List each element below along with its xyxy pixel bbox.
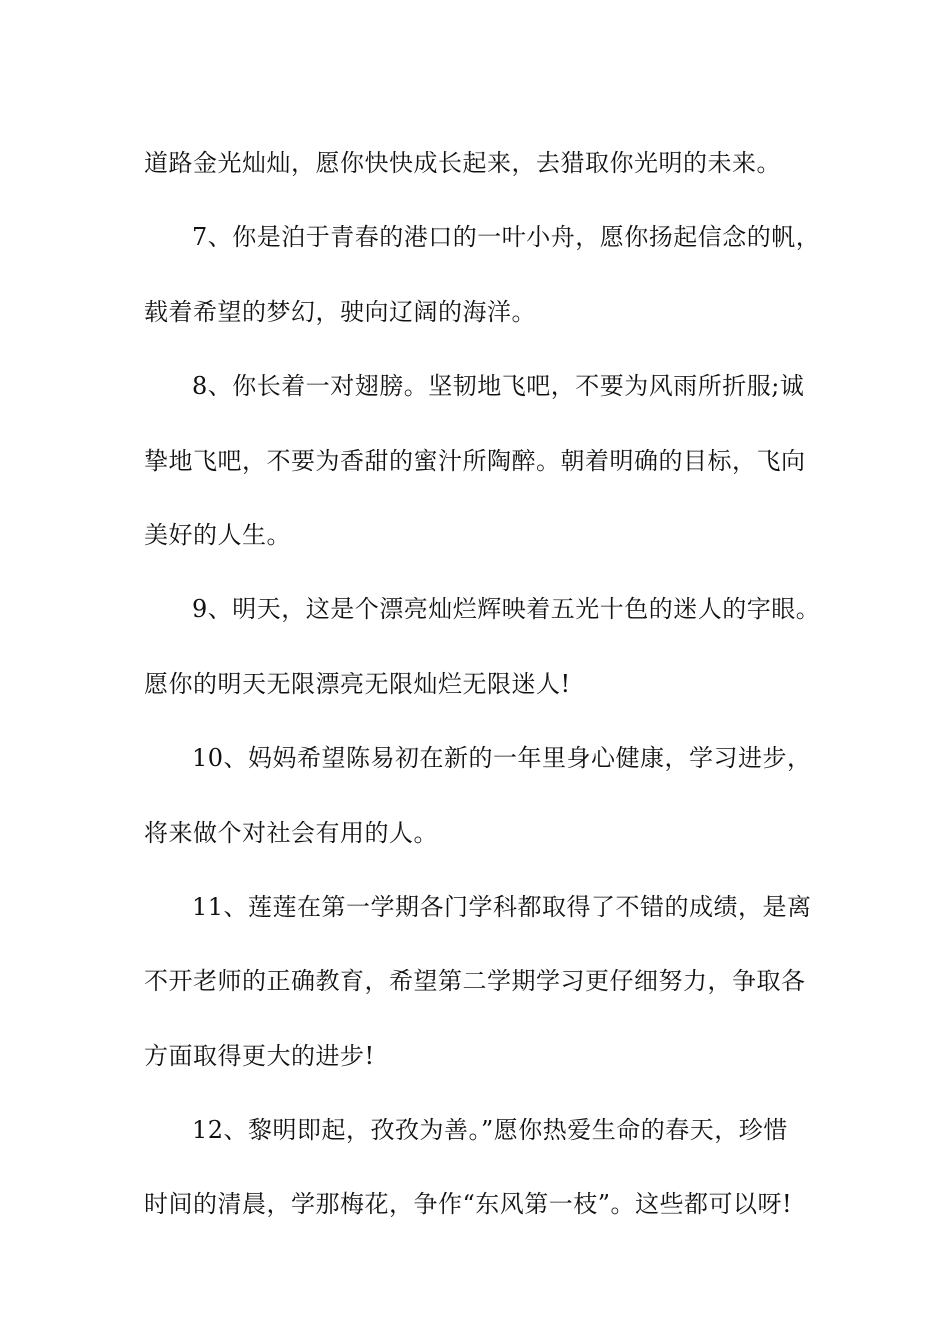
document-body — [144, 126, 824, 1242]
text-line: 将来做个对社会有用的人。 — [144, 818, 438, 847]
text-line: 道路金光灿灿，愿你快快成长起来，去猎取你光明的未来。 — [144, 149, 781, 177]
text-line: 12、黎明即起，孜孜为善。”愿你热爱生命的春天，珍惜 — [192, 1116, 788, 1145]
text-line: 载着希望的梦幻，驶向辽阔的海洋。 — [144, 297, 536, 326]
text-line: 8、你长着一对翅膀。坚韧地飞吧，不要为风雨所折服;诚 — [192, 372, 805, 401]
text-line: 不开老师的正确教育，希望第二学期学习更仔细努力，争取各 — [144, 967, 806, 996]
text-line: 愿你的明天无限漂亮无限灿烂无限迷人! — [144, 669, 571, 698]
text-line: 方面取得更大的进步! — [144, 1041, 375, 1070]
text-line: 挚地飞吧，不要为香甜的蜜汁所陶醉。朝着明确的目标，飞向 — [144, 446, 806, 475]
text-line: 9、明天，这是个漂亮灿烂辉映着五光十色的迷人的字眼。 — [192, 595, 821, 624]
text-line: 10、妈妈希望陈易初在新的一年里身心健康，学习进步， — [192, 744, 812, 773]
text-line: 7、你是泊于青春的港口的一叶小舟，愿你扬起信念的帆， — [192, 223, 821, 252]
text-line: 时间的清晨，学那梅花，争作“东风第一枝”。这些都可以呀! — [144, 1190, 793, 1219]
text-line: 11、莲莲在第一学期各门学科都取得了不错的成绩，是离 — [192, 892, 812, 921]
text-line: 美好的人生。 — [144, 520, 291, 549]
